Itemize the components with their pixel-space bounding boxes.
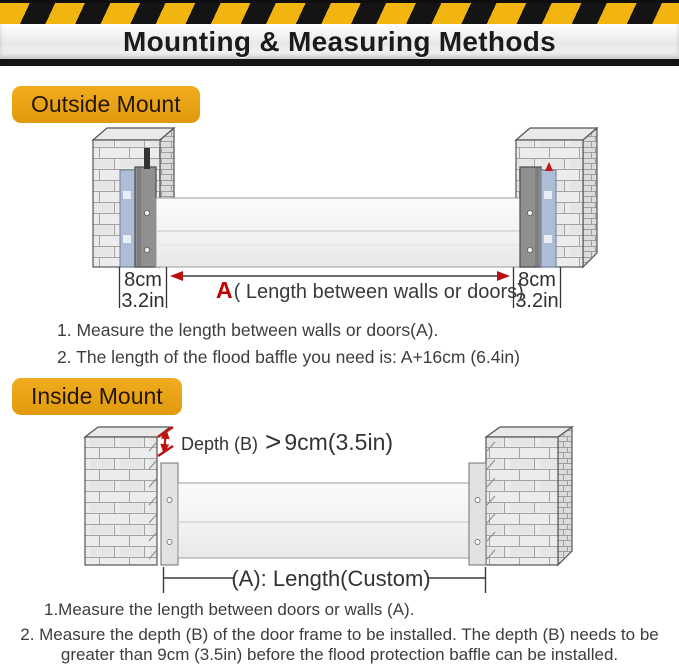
right-offset-cm: 8cm — [518, 269, 556, 291]
baffle-end-post-right — [469, 463, 486, 565]
inside-mount-diagram — [0, 425, 679, 600]
hazard-stripe-band — [0, 0, 679, 24]
right-wall-pillar — [486, 427, 572, 565]
step-item: 1. Measure the length between walls or doors(A). — [57, 320, 439, 340]
dimension-a-label: A( Length between walls or doors) — [216, 277, 524, 303]
title-bar — [0, 24, 679, 59]
left-offset-cm: 8cm — [124, 269, 162, 291]
step-item: 2. The length of the flood baffle you need is: A+16cm (6.4in) — [57, 347, 520, 367]
header-divider-bar — [0, 59, 679, 66]
step-item: 2. Measure the depth (B) of the door frame to be installed. The depth (B) needs to be greater than 9cm (3.5in) before the flood protection baffle can be installed. — [20, 625, 659, 664]
bracket-anchor-tab — [144, 148, 150, 169]
dimension-a — [120, 267, 561, 310]
outside-mount-badge: Outside Mount — [12, 86, 200, 123]
left-wall-pillar — [85, 427, 170, 565]
baffle-end-post-left — [161, 463, 178, 565]
length-label: (A): Length(Custom) — [231, 566, 431, 591]
dimension-length — [164, 566, 486, 593]
flood-baffle-panel — [178, 483, 469, 558]
page-title: Mounting & Measuring Methods — [122, 25, 557, 57]
right-offset-in: 3.2in — [515, 290, 559, 310]
left-offset-in: 3.2in — [121, 290, 165, 310]
inside-mount-badge: Inside Mount — [12, 378, 182, 415]
depth-annotation: Depth (B) > 9cm(3.5in) — [181, 426, 394, 457]
outside-mount-steps — [57, 317, 520, 371]
flood-baffle-panel — [156, 198, 520, 267]
step-item: 1.Measure the length between doors or walls (A). — [44, 600, 415, 619]
inside-mount-steps — [0, 599, 679, 665]
outside-mount-diagram — [0, 125, 679, 310]
mounting-bracket-right — [520, 162, 556, 267]
